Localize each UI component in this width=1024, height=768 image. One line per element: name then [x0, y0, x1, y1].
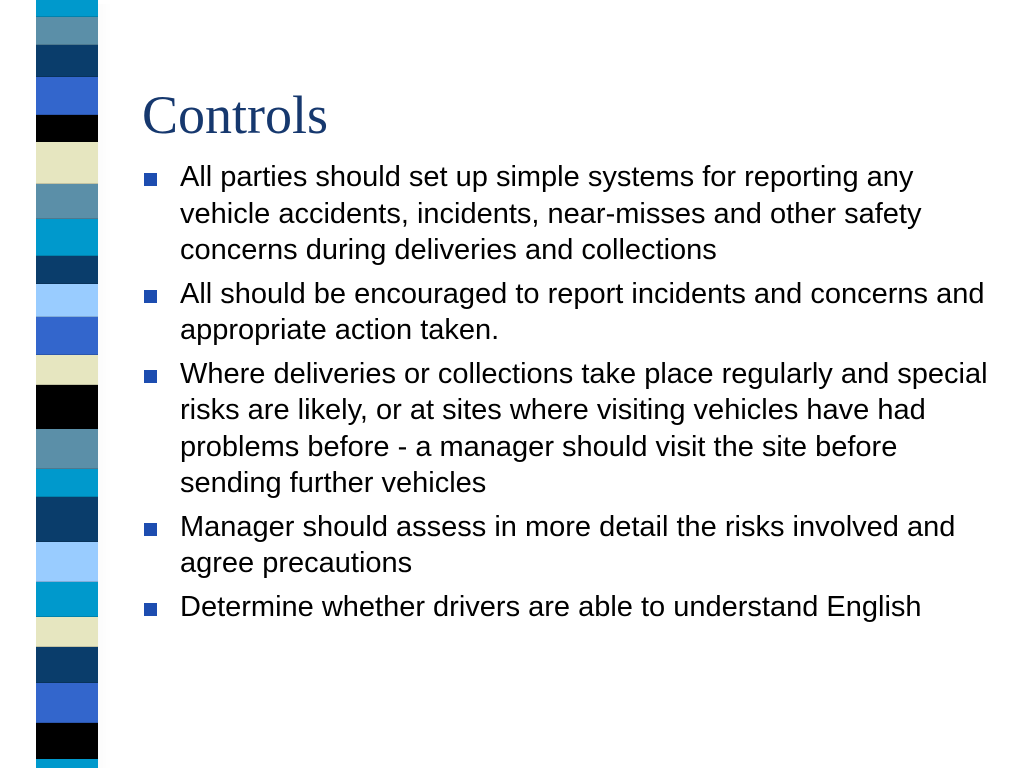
stripe-block [36, 759, 98, 768]
stripe-block [36, 284, 98, 317]
square-bullet-icon [144, 173, 157, 186]
bullet-text: Manager should assess in more detail the risks involved and agree precautions [180, 510, 956, 579]
bullet-list [180, 159, 992, 632]
stripe-block [36, 17, 98, 45]
stripe-block [36, 256, 98, 284]
stripe-block [36, 115, 98, 142]
stripe-block [36, 429, 98, 469]
stripe-block [36, 184, 98, 219]
stripe-block [36, 542, 98, 582]
bullet-item [180, 509, 992, 582]
square-bullet-icon [144, 290, 157, 303]
stripe-block [36, 582, 98, 617]
slide-title: Controls [142, 85, 329, 145]
stripe-block [36, 142, 98, 184]
stripe-block [36, 723, 98, 759]
bullet-text: All should be encouraged to report incidents and concerns and appropriate action taken. [180, 277, 985, 346]
bullet-text: Determine whether drivers are able to understand English [180, 590, 922, 623]
stripe-block [36, 385, 98, 429]
bullet-item [180, 159, 992, 269]
stripe-block [36, 355, 98, 385]
square-bullet-icon [144, 370, 157, 383]
stripe-block [36, 497, 98, 542]
stripe-block [36, 219, 98, 256]
bullet-text: All parties should set up simple systems for reporting any vehicle accidents, incidents, near-misses and other safety concerns during deliveries and collections [180, 161, 922, 266]
square-bullet-icon [144, 603, 157, 616]
square-bullet-icon [144, 523, 157, 536]
bullet-item [180, 589, 992, 626]
stripe-block [36, 647, 98, 683]
bullet-item [180, 276, 992, 349]
decorative-stripe [36, 0, 98, 768]
stripe-block [36, 45, 98, 77]
stripe-block [36, 469, 98, 497]
stripe-block [36, 617, 98, 647]
stripe-block [36, 317, 98, 355]
bullet-item [180, 356, 992, 502]
stripe-block [36, 0, 98, 17]
stripe-block [36, 683, 98, 723]
bullet-text: Where deliveries or collections take place regularly and special risks are likely, or at sites where visiting vehicles have had problems before - a manager should visit the site before sending further vehicles [180, 357, 988, 499]
stripe-block [36, 77, 98, 115]
